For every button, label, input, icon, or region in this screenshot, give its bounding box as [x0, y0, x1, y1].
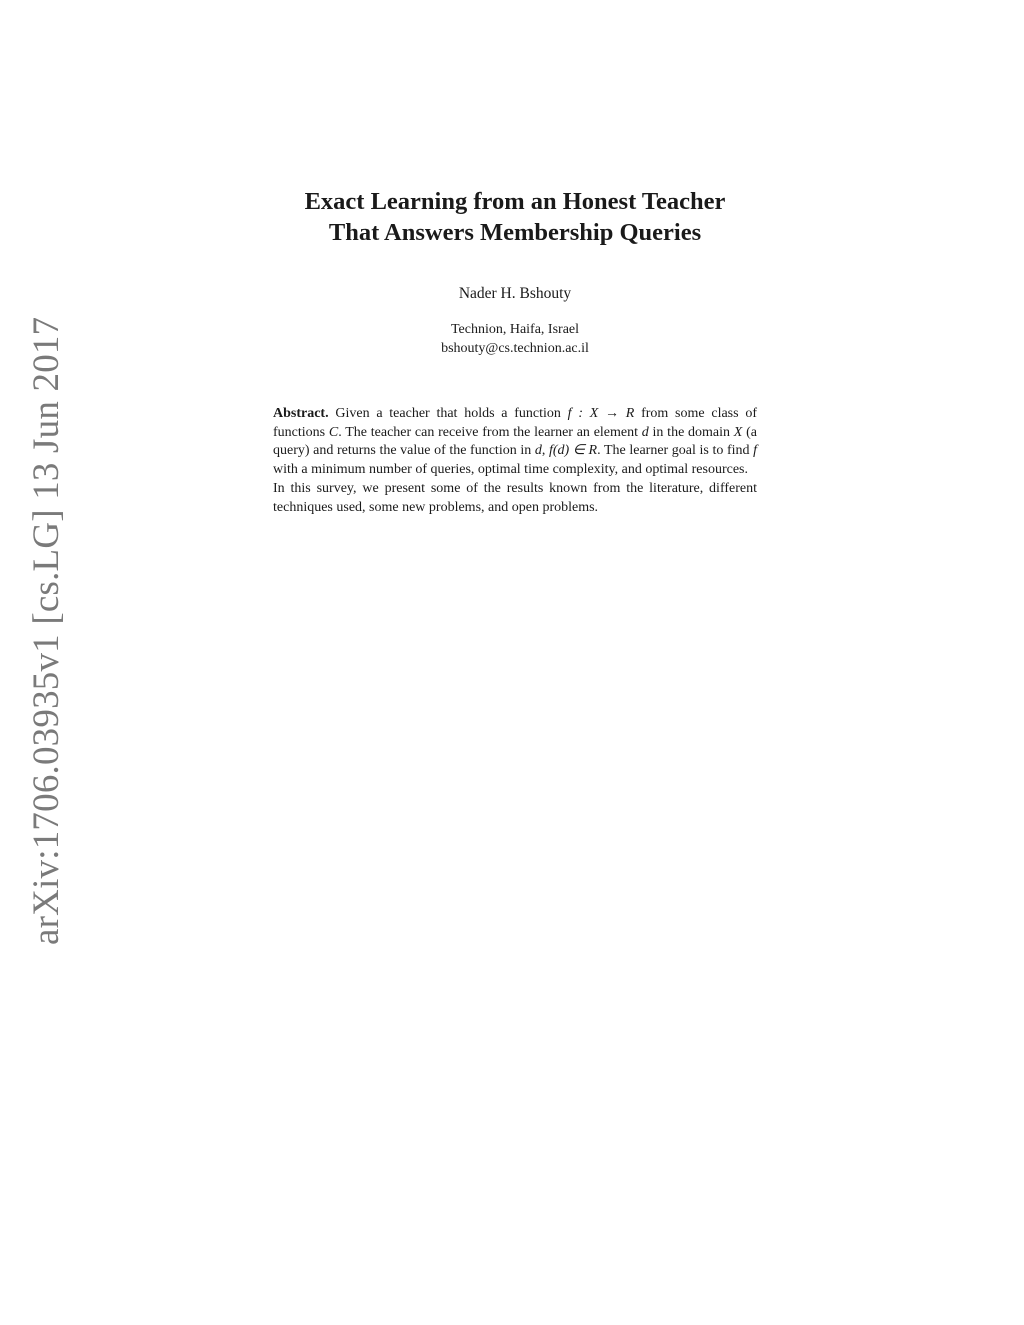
math-expression: d: [641, 424, 649, 440]
title-line-2: That Answers Membership Queries: [328, 219, 702, 246]
abstract-text: Given a teacher that holds a function: [328, 406, 568, 421]
abstract-section: [273, 405, 757, 517]
author-email: bshouty@cs.technion.ac.il: [441, 341, 589, 356]
math-expression: f : X → R: [567, 406, 635, 421]
institution: Technion, Haifa, Israel: [450, 322, 580, 337]
abstract-text: (a query) and returns the value of the function in: [273, 424, 757, 459]
math-expression: f: [753, 443, 758, 459]
abstract-paragraph-2: In this survey, we present some of the results known from the literature, different techniques used, some new problems, and open problems.: [273, 480, 757, 515]
math-expression: d: [534, 443, 542, 459]
abstract-paragraph-1: [273, 405, 757, 480]
author-name: Nader H. Bshouty: [458, 285, 572, 302]
abstract-text: . The teacher can receive from the learner an element: [338, 424, 642, 440]
abstract-text: from some class of functions: [273, 406, 757, 440]
abstract-text: with a minimum number of queries, optimal time complexity, and optimal resources.: [273, 462, 748, 478]
abstract-text: in the domain: [648, 424, 734, 440]
abstract-label: Abstract.: [273, 406, 329, 421]
title-line-1: Exact Learning from an Honest Teacher: [304, 188, 726, 215]
arxiv-identifier-stamp: arXiv:1706.03935v1 [cs.LG] 13 Jun 2017: [26, 316, 67, 945]
abstract-text: ,: [541, 443, 549, 459]
affiliation-block: [272, 320, 758, 358]
math-expression: X: [733, 424, 743, 440]
abstract-text: . The learner goal is to find: [597, 443, 754, 459]
math-expression: C: [328, 424, 339, 440]
math-expression: f(d) ∈ R: [548, 443, 598, 459]
paper-title: [272, 186, 758, 248]
